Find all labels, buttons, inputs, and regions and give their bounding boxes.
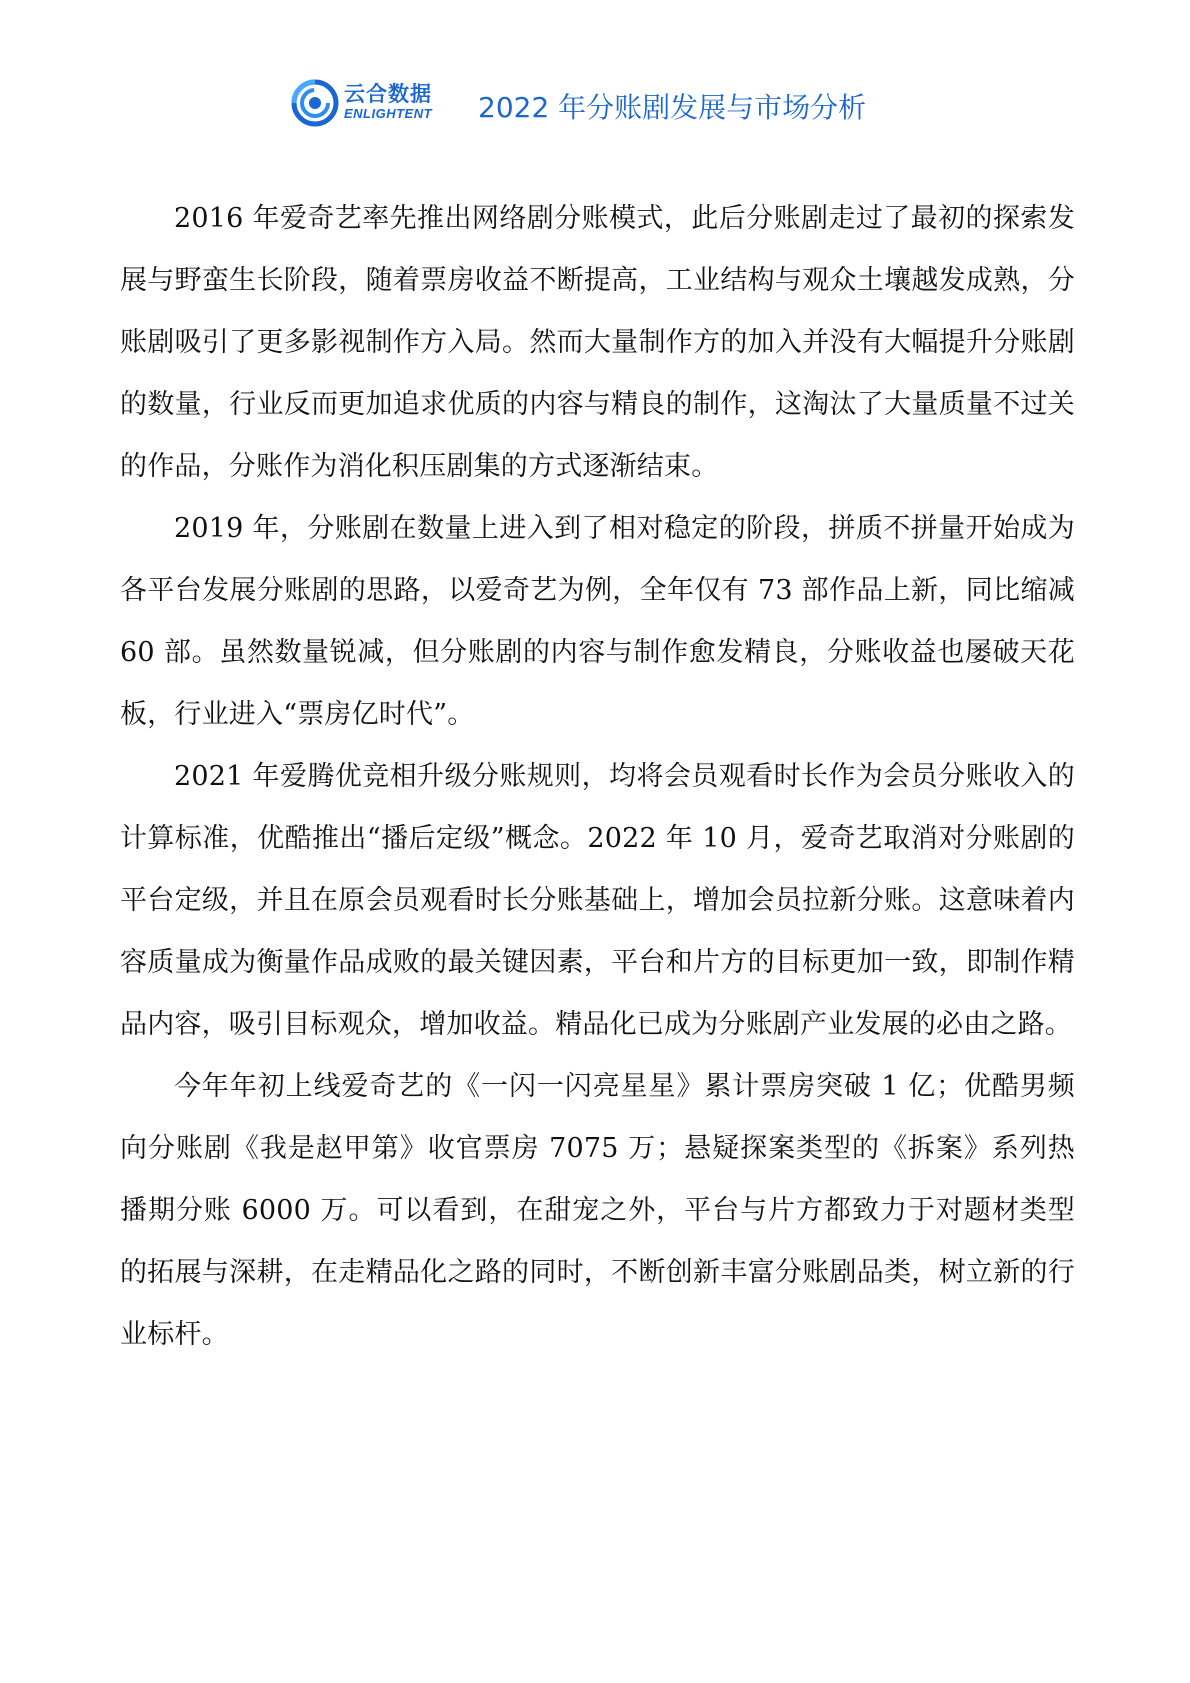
logo-text-cn: 云合数据 [344, 82, 432, 106]
paragraph-4: 今年年初上线爱奇艺的《一闪一闪亮星星》累计票房突破 1 亿；优酷男频向分账剧《我是赵甲第》收官票房 7075 万；悬疑探案类型的《拆案》系列热播期分账 6000 万。可以看到，在甜宠之外，平台与片方都致力于对题材类型的拓展与深耕，在走精品化之路的同时，不断创新丰富分账剧品类，树立新的行业标杆。 [120, 1071, 1075, 1350]
paragraph-2: 2019 年，分账剧在数量上进入到了相对稳定的阶段，拼质不拼量开始成为各平台发展分账剧的思路，以爱奇艺为例，全年仅有 73 部作品上新，同比缩减 60 部。虽然数量锐减，但分账剧的内容与制作愈发精良，分账收益也屡破天花板，行业进入“票房亿时代”。 [120, 513, 1075, 730]
page-header [0, 70, 1190, 140]
enlightent-logo [290, 78, 450, 128]
document-body [120, 188, 1075, 1366]
document-title: 2022 年分账剧发展与市场分析 [478, 91, 867, 124]
logo-text-en: ENLIGHTENT [344, 106, 433, 121]
enlightent-logo-icon [290, 78, 340, 128]
paragraph-1: 2016 年爱奇艺率先推出网络剧分账模式，此后分账剧走过了最初的探索发展与野蛮生长阶段，随着票房收益不断提高，工业结构与观众土壤越发成熟，分账剧吸引了更多影视制作方入局。然而大量制作方的加入并没有大幅提升分账剧的数量，行业反而更加追求优质的内容与精良的制作，这淘汰了大量质量不过关的作品，分账作为消化积压剧集的方式逐渐结束。 [120, 203, 1075, 482]
paragraph-3: 2021 年爱腾优竞相升级分账规则，均将会员观看时长作为会员分账收入的计算标准，优酷推出“播后定级”概念。2022 年 10 月，爱奇艺取消对分账剧的平台定级，并且在原会员观看时长分账基础上，增加会员拉新分账。这意味着内容质量成为衡量作品成败的最关键因素，平台和片方的目标更加一致，即制作精品内容，吸引目标观众，增加收益。精品化已成为分账剧产业发展的必由之路。 [120, 761, 1075, 1040]
